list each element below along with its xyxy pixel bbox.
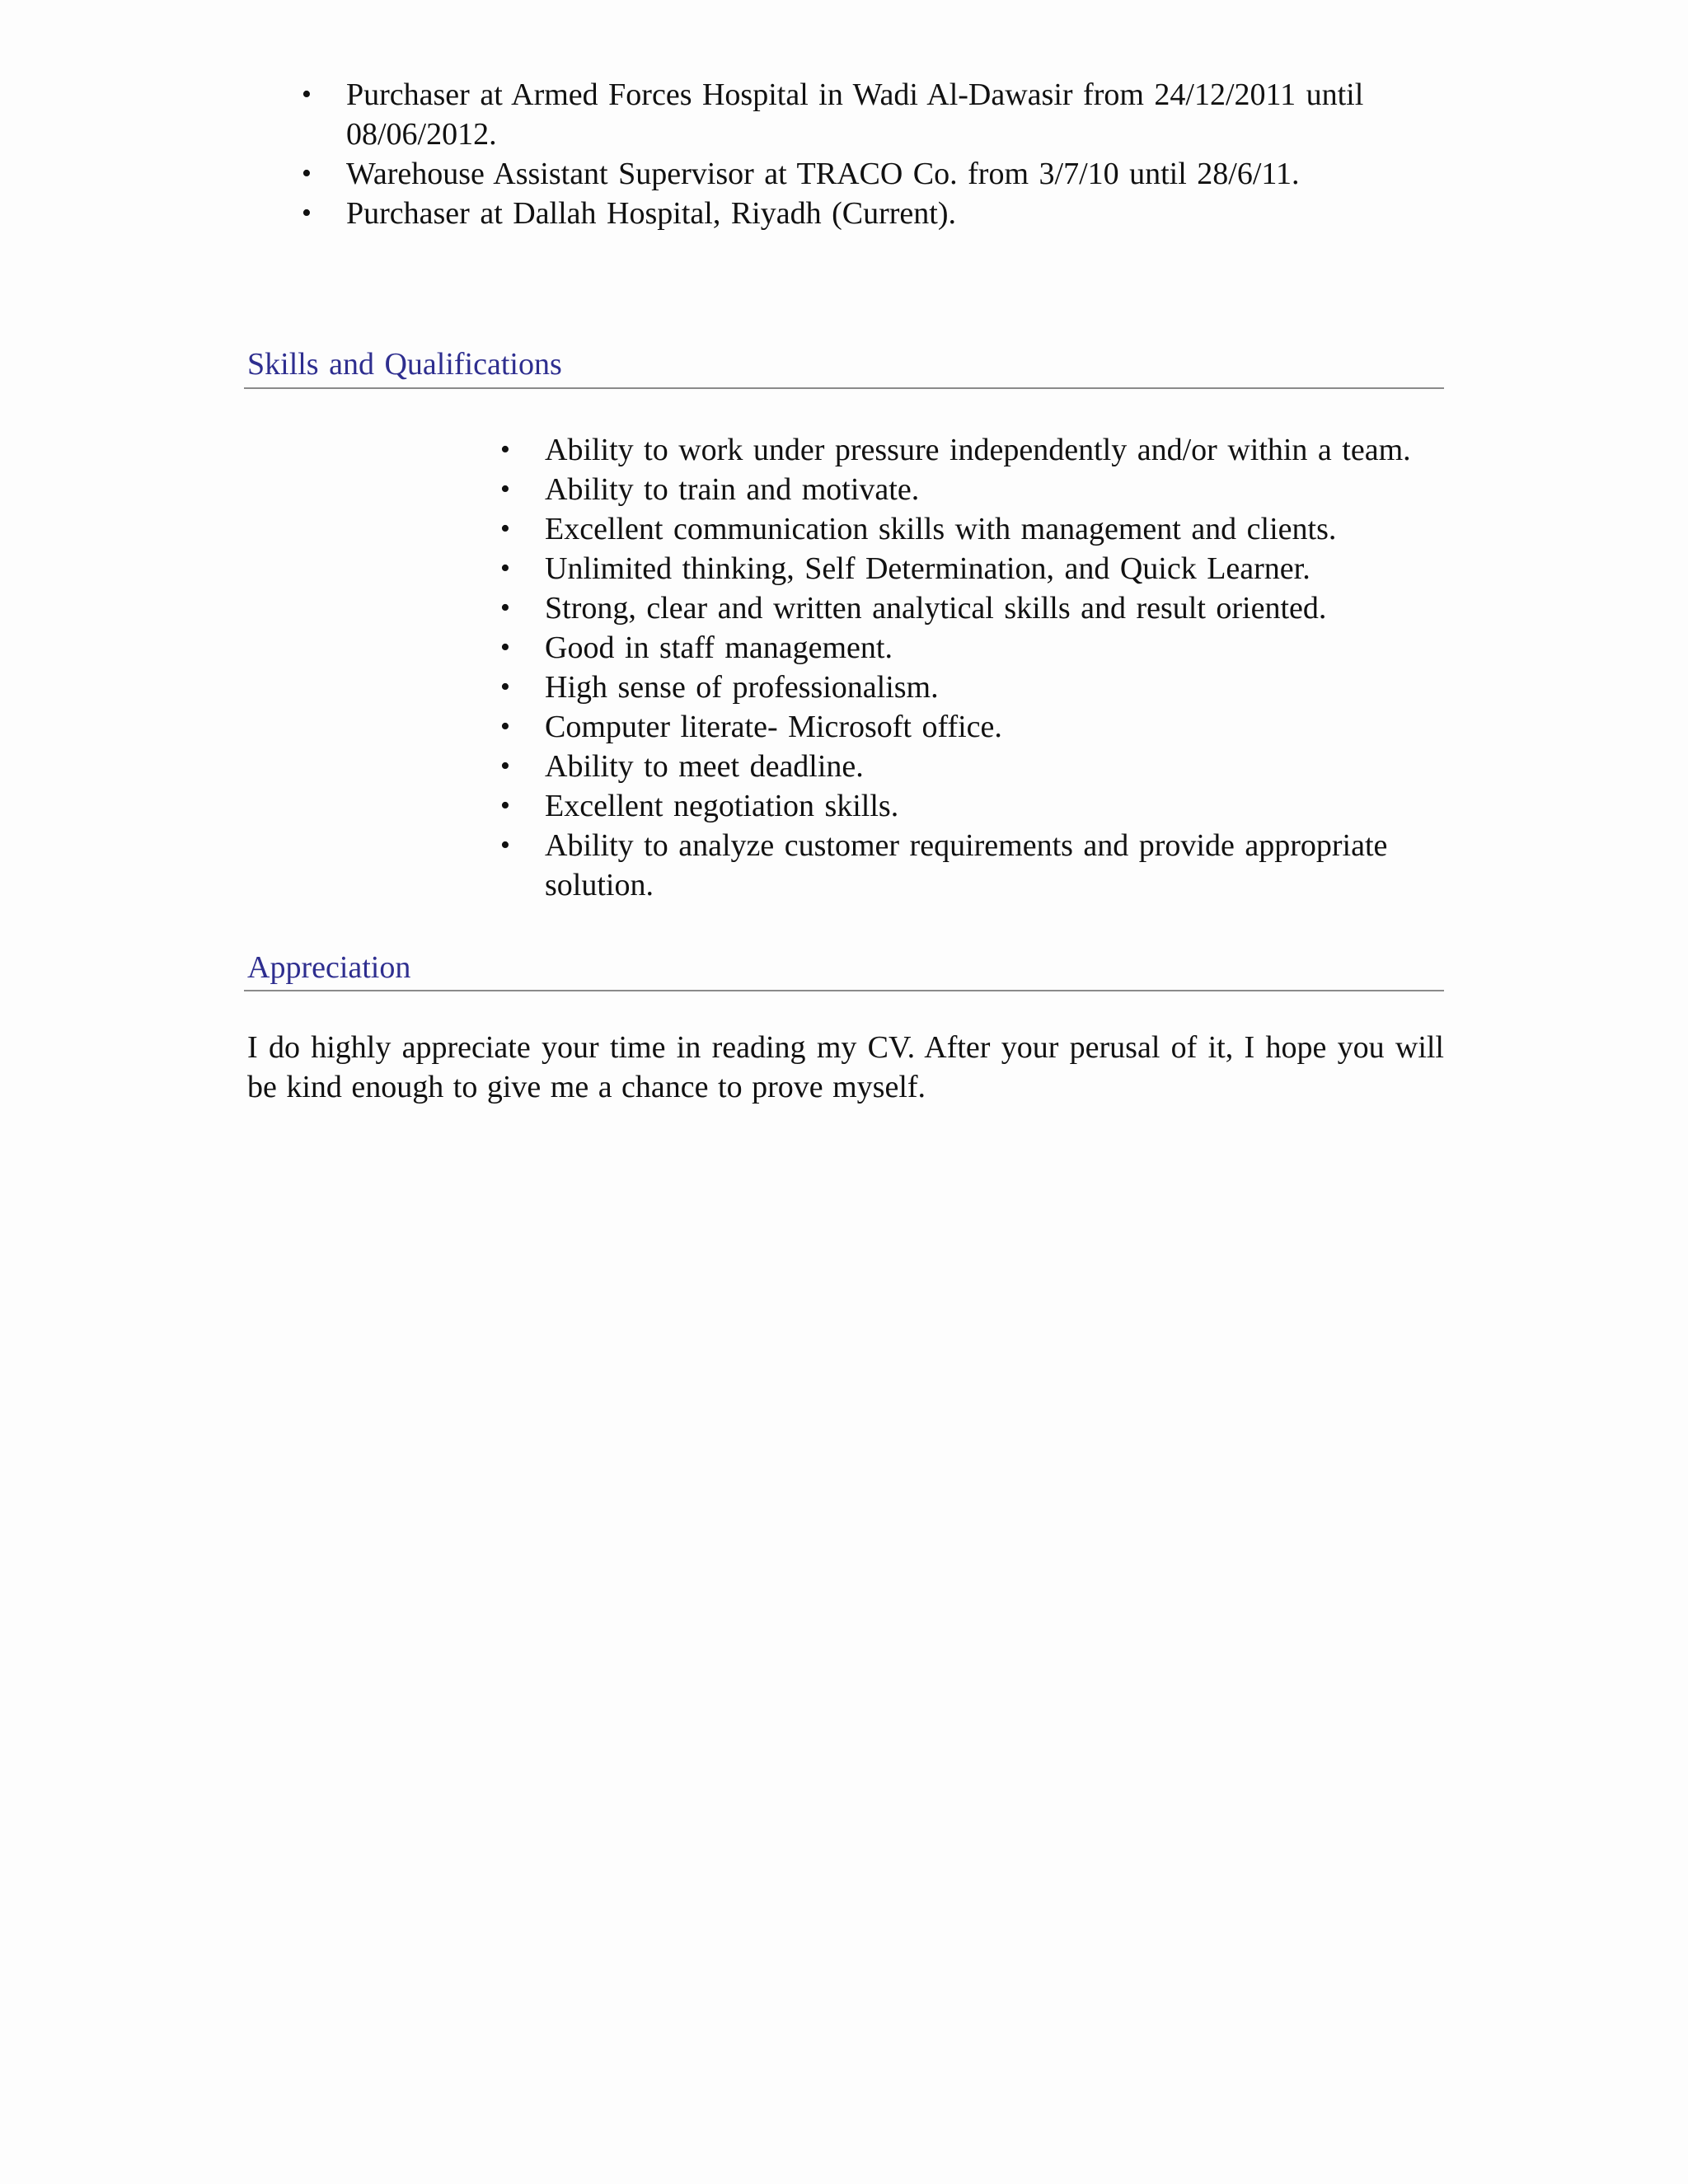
list-item-text: Ability to analyze customer requirements and provide appropriate solution. <box>545 828 1388 902</box>
bullet-icon: • <box>500 751 510 781</box>
bullet-icon: • <box>302 158 312 189</box>
list-item-text: High sense of professionalism. <box>545 670 939 705</box>
skills-list <box>500 430 1443 905</box>
appreciation-paragraph: I do highly appreciate your time in reading my CV. After your perusal of it, I hope you will be kind enough to give me a chance to prove myself. <box>247 1030 1444 1104</box>
list-item <box>500 707 1443 747</box>
bullet-icon: • <box>500 474 510 504</box>
list-item <box>500 509 1443 549</box>
list-item <box>500 430 1443 470</box>
section-divider <box>244 990 1444 991</box>
list-item <box>302 75 1418 154</box>
bullet-icon: • <box>302 79 312 110</box>
list-item-text: Strong, clear and written analytical skills and result oriented. <box>545 591 1327 626</box>
list-item-text: Excellent negotiation skills. <box>545 789 899 823</box>
bullet-icon: • <box>500 513 510 544</box>
bullet-icon: • <box>500 553 510 583</box>
bullet-icon: • <box>500 711 510 742</box>
list-item <box>500 826 1443 905</box>
list-item <box>500 470 1443 509</box>
list-item-text: Excellent communication skills with management and clients. <box>545 512 1337 546</box>
list-item-text: Warehouse Assistant Supervisor at TRACO Co. from 3/7/10 until 28/6/11. <box>346 157 1300 191</box>
list-item-text: Purchaser at Dallah Hospital, Riyadh (Current). <box>346 196 956 231</box>
list-item-text: Good in staff management. <box>545 630 893 665</box>
list-item-text: Unlimited thinking, Self Determination, and Quick Learner. <box>545 551 1311 586</box>
skills-heading: Skills and Qualifications <box>247 347 562 382</box>
list-item <box>500 628 1443 668</box>
list-item <box>500 549 1443 588</box>
list-item <box>500 668 1443 707</box>
list-item <box>302 154 1418 194</box>
list-item-text: Ability to meet deadline. <box>545 749 864 784</box>
bullet-icon: • <box>500 790 510 821</box>
bullet-icon: • <box>500 593 510 623</box>
bullet-icon: • <box>500 434 510 465</box>
bullet-icon: • <box>500 830 510 860</box>
list-item-text: Ability to train and motivate. <box>545 472 920 507</box>
appreciation-heading: Appreciation <box>247 950 411 985</box>
list-item-text: Computer literate- Microsoft office. <box>545 710 1002 744</box>
list-item-text: Ability to work under pressure independently and/or within a team. <box>545 433 1411 467</box>
bullet-icon: • <box>302 198 312 228</box>
experience-list <box>302 75 1418 233</box>
list-item <box>500 786 1443 826</box>
list-item <box>302 194 1418 233</box>
list-item-text: Purchaser at Armed Forces Hospital in Wadi Al-Dawasir from 24/12/2011 until 08/06/2012. <box>346 77 1364 152</box>
section-divider <box>244 387 1444 389</box>
bullet-icon: • <box>500 672 510 702</box>
bullet-icon: • <box>500 632 510 663</box>
list-item <box>500 588 1443 628</box>
list-item <box>500 747 1443 786</box>
